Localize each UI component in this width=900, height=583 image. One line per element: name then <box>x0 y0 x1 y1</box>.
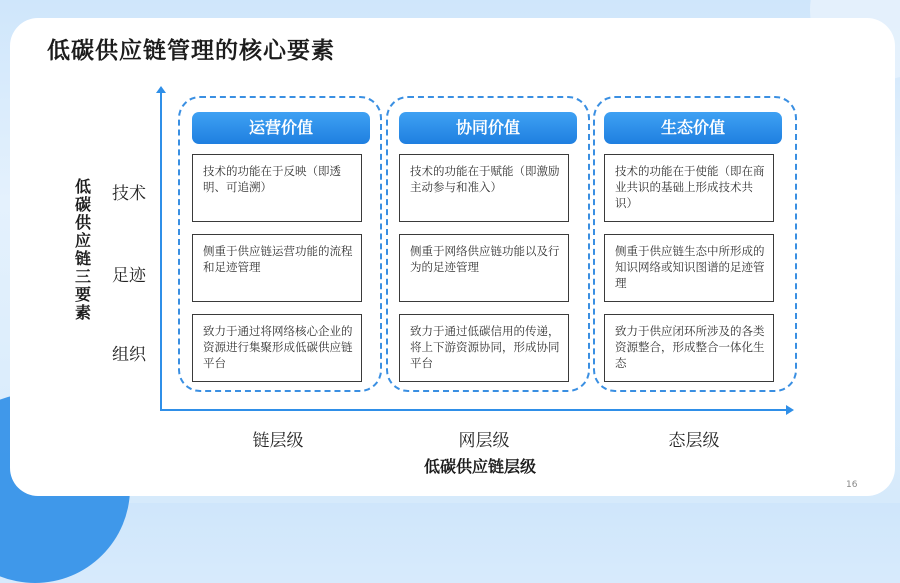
page-number: 16 <box>846 480 858 490</box>
column-header-collaborative: 协同价值 <box>399 112 577 144</box>
horizontal-axis <box>160 409 788 411</box>
vertical-axis-arrow-icon <box>156 86 166 93</box>
level-label-chain: 链层级 <box>252 431 304 451</box>
page-title: 低碳供应链管理的核心要素 <box>47 38 335 64</box>
x-axis-label: 低碳供应链层级 <box>423 457 536 476</box>
cell-ecological-footprint: 侧重于供应链生态中所形成的知识网络或知识图谱的足迹管理 <box>604 234 774 302</box>
y-axis-label: 低碳供应链三要素 <box>74 177 91 322</box>
cell-operational-organization: 致力于通过将网络核心企业的资源进行集聚形成低碳供应链平台 <box>192 314 362 382</box>
cell-operational-footprint: 侧重于供应链运营功能的流程和足迹管理 <box>192 234 362 302</box>
cell-operational-tech: 技术的功能在于反映（即透明、可追溯） <box>192 154 362 222</box>
vertical-axis <box>160 92 162 410</box>
column-header-operational: 运营价值 <box>192 112 370 144</box>
level-label-network: 网层级 <box>458 431 510 451</box>
row-label-tech: 技术 <box>112 184 146 204</box>
row-label-footprint: 足迹 <box>112 266 146 286</box>
row-label-organization: 组织 <box>112 345 146 365</box>
cell-collaborative-tech: 技术的功能在于赋能（即激励主动参与和准入） <box>399 154 569 222</box>
cell-ecological-organization: 致力于供应闭环所涉及的各类资源整合，形成整合一体化生态 <box>604 314 774 382</box>
cell-collaborative-footprint: 侧重于网络供应链功能以及行为的足迹管理 <box>399 234 569 302</box>
cell-collaborative-organization: 致力于通过低碳信用的传递，将上下游资源协同，形成协同平台 <box>399 314 569 382</box>
level-label-ecosystem: 态层级 <box>668 431 720 451</box>
cell-ecological-tech: 技术的功能在于使能（即在商业共识的基础上形成技术共识） <box>604 154 774 222</box>
horizontal-axis-arrow-icon <box>786 405 794 415</box>
column-header-ecological: 生态价值 <box>604 112 782 144</box>
